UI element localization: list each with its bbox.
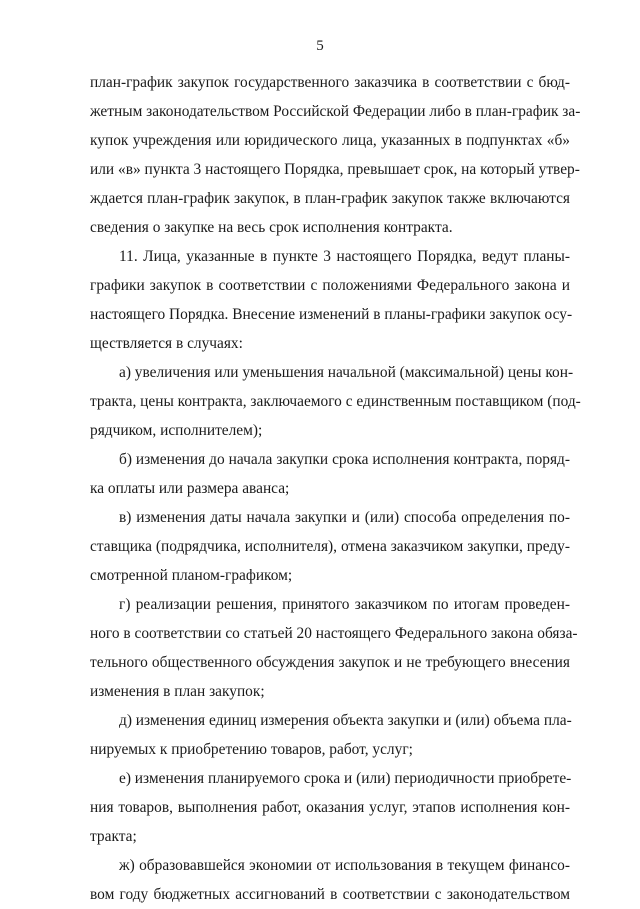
text-line: сведения о закупке на весь срок исполнения контракта. (90, 219, 453, 236)
text-line: ставщика (подрядчика, исполнителя), отмена заказчиком закупки, преду- (90, 538, 570, 555)
document-body (90, 68, 581, 909)
text-line: или «в» пункта 3 настоящего Порядка, превышает срок, на который утвер- (90, 161, 580, 178)
text-line: изменения в план закупок; (90, 683, 265, 700)
text-line: в) изменения даты начала закупки и (или) способа определения по- (119, 509, 570, 526)
text-line: графики закупок в соответствии с положениями Федерального закона и (90, 277, 570, 294)
text-line: нируемых к приобретению товаров, работ, услуг; (90, 741, 413, 758)
page-number: 5 (316, 38, 324, 54)
text-line: ж) образовавшейся экономии от использования в текущем финансо- (119, 857, 570, 874)
text-line: 11. Лица, указанные в пункте 3 настоящего Порядка, ведут планы- (119, 248, 570, 265)
text-line: е) изменения планируемого срока и (или) периодичности приобрете- (119, 770, 572, 787)
text-line: жетным законодательством Российской Федерации либо в план-график за- (90, 103, 581, 120)
text-line: вом году бюджетных ассигнований в соответствии с законодательством (90, 886, 570, 903)
text-line: тракта; (90, 828, 137, 845)
text-line: а) увеличения или уменьшения начальной (максимальной) цены кон- (119, 364, 574, 381)
text-line: ждается план-график закупок, в план-график закупок также включаются (90, 190, 570, 207)
text-line: ществляется в случаях: (90, 335, 243, 352)
text-line: ного в соответствии со статьей 20 настоящего Федерального закона обяза- (90, 625, 578, 642)
text-line: ния товаров, выполнения работ, оказания услуг, этапов исполнения кон- (90, 799, 570, 816)
text-line: тельного общественного обсуждения закупок и не требующего внесения (90, 654, 570, 671)
text-line: г) реализации решения, принятого заказчиком по итогам проведен- (119, 596, 570, 613)
text-line: тракта, цены контракта, заключаемого с единственным поставщиком (под- (90, 393, 581, 410)
text-line: рядчиком, исполнителем); (90, 422, 263, 439)
text-line: смотренной планом-графиком; (90, 567, 293, 584)
text-line: б) изменения до начала закупки срока исполнения контракта, поряд- (119, 451, 570, 468)
text-line: купок учреждения или юридического лица, указанных в подпунктах «б» (90, 132, 570, 149)
text-line: д) изменения единиц измерения объекта закупки и (или) объема пла- (119, 712, 572, 729)
text-line: план-график закупок государственного заказчика в соответствии с бюд- (90, 74, 570, 91)
text-line: ка оплаты или размера аванса; (90, 480, 290, 497)
text-line: настоящего Порядка. Внесение изменений в планы-графики закупок осу- (90, 306, 573, 323)
